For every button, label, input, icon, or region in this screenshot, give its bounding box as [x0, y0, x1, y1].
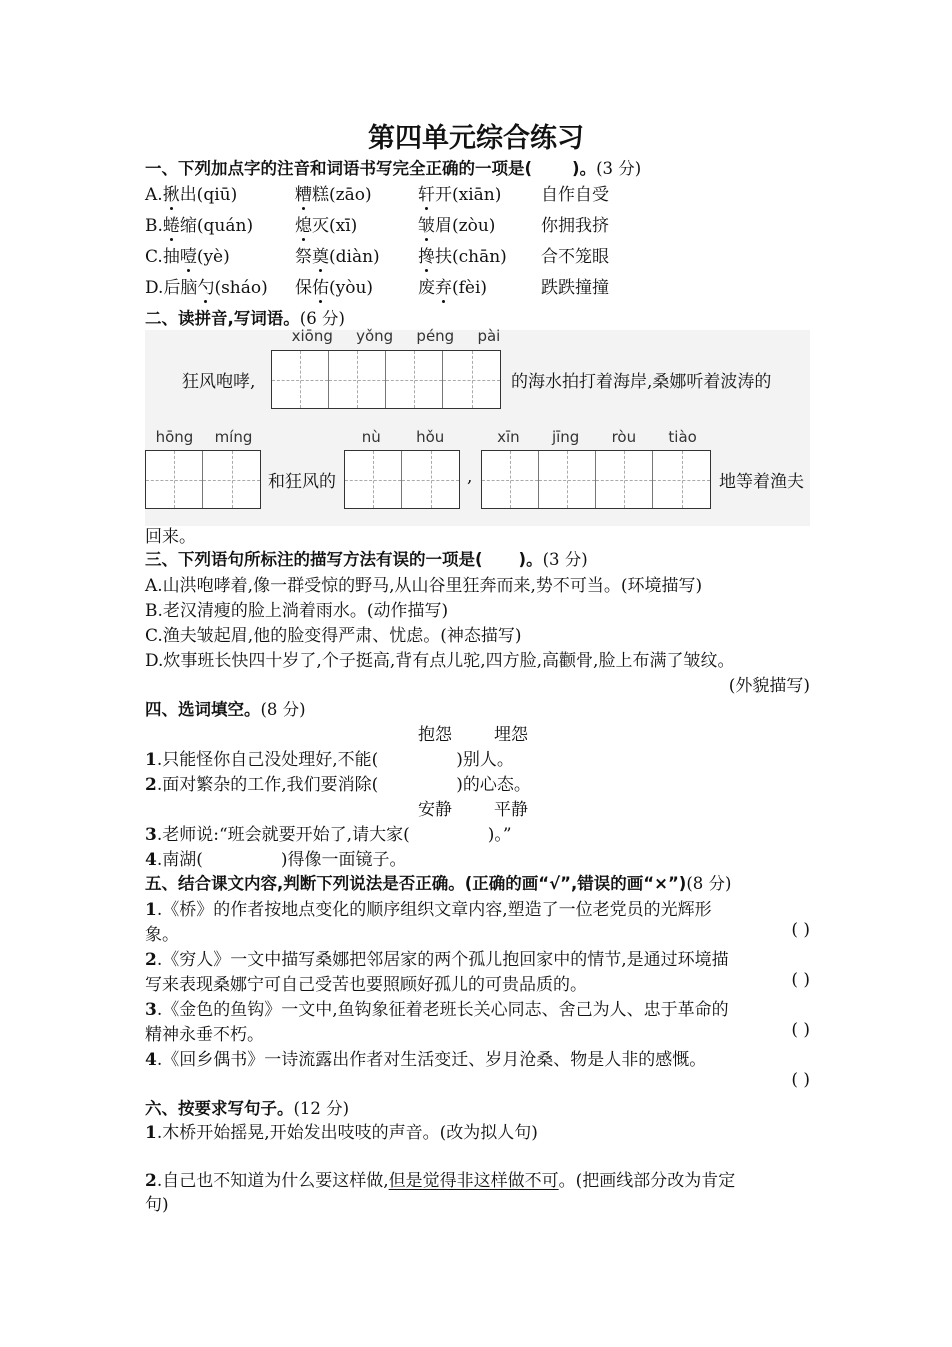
s1-option-word: 跌跌撞撞 [541, 278, 609, 298]
fill-text-1: 狂风咆哮, [182, 372, 256, 392]
pinyin-row-4: xīn jīng ròu tiào [497, 428, 697, 446]
s4-q2: 2.面对繁杂的工作,我们要消除( )的心态。 [145, 775, 531, 795]
s1-option-word: 自作自受 [541, 185, 609, 205]
fill-text-2: 的海水拍打着海岸,桑娜听着波涛的 [511, 372, 772, 392]
s5-q2-line1: 2.《穷人》一文中描写桑娜把邻居家的两个孤儿抱回家中的情节,是通过环境描 [145, 950, 729, 970]
s1-option-word: C.抽噎(yè) [145, 247, 230, 267]
s4-q1: 1.只能怪你自己没处理好,不能( )别人。 [145, 750, 514, 770]
s5-q2-answer[interactable]: ( ) [791, 970, 810, 990]
s4-q3: 3.老师说:“班会就要开始了,请大家( )。” [145, 825, 512, 845]
writing-grid-4[interactable] [481, 450, 711, 509]
word-options-1: 抱怨 埋怨 [418, 725, 528, 745]
pinyin-row-1: xiōng yǒng péng pài [291, 327, 501, 345]
s3-option-b: B.老汉清瘦的脸上淌着雨水。(动作描写) [145, 601, 449, 621]
s5-q3-line1: 3.《金色的鱼钩》一文中,鱼钩象征着老班长关心同志、舍己为人、忠于革命的 [145, 1000, 729, 1020]
s1-option-word: 废弃(fèi) [418, 278, 488, 298]
pinyin-row-3: nù hǒu [361, 428, 445, 446]
s5-q4-answer[interactable]: ( ) [791, 1070, 810, 1090]
s1-option-word: 糟糕(zāo) [295, 185, 372, 205]
s3-option-c: C.渔夫皱起眉,他的脸变得严肃、忧虑。(神态描写) [145, 626, 522, 646]
s3-option-d: D.炊事班长快四十岁了,个子挺高,背有点儿驼,四方脸,高颧骨,脸上布满了皱纹。 [145, 651, 735, 671]
s1-option-word: 保佑(yòu) [295, 278, 374, 298]
s1-option-word: A.揪出(qiū) [145, 185, 238, 205]
section-2-heading: 二、读拼音,写词语。(6 分) [145, 309, 345, 328]
section-5-heading: 五、结合课文内容,判断下列说法是否正确。(正确的画“√”,错误的画“×”)(8 分) [145, 874, 732, 893]
s4-q4: 4.南湖( )得像一面镜子。 [145, 850, 407, 870]
section-1-heading: 一、下列加点字的注音和词语书写完全正确的一项是( )。(3 分) [145, 159, 642, 178]
writing-grid-1[interactable] [271, 350, 501, 409]
s5-q1-line2: 象。 [145, 925, 179, 945]
s6-q2-line2: 句) [145, 1195, 169, 1215]
s5-q1-answer[interactable]: ( ) [791, 920, 810, 940]
s5-q3-line2: 精神永垂不朽。 [145, 1025, 264, 1045]
fill-text-5: 地等着渔夫 [719, 472, 804, 492]
underlined-phrase: 但是觉得非这样做不可 [388, 1171, 559, 1191]
writing-grid-2[interactable] [145, 450, 261, 509]
fill-text-3: 和狂风的 [268, 472, 336, 492]
s6-q1: 1.木桥开始摇晃,开始发出吱吱的声音。(改为拟人句) [145, 1123, 538, 1143]
page-title: 第四单元综合练习 [368, 123, 584, 154]
s5-q4-line1: 4.《回乡偶书》一诗流露出作者对生活变迁、岁月沧桑、物是人非的感慨。 [145, 1050, 707, 1070]
pinyin-row-2: hōng míng [155, 428, 253, 446]
s5-q1-line1: 1.《桥》的作者按地点变化的顺序组织文章内容,塑造了一位老党员的光辉形 [145, 900, 712, 920]
s1-option-word: 合不笼眼 [541, 247, 609, 267]
s1-option-word: 熄灭(xī) [295, 216, 358, 236]
word-options-2: 安静 平静 [418, 800, 528, 820]
s1-option-word: B.蜷缩(quán) [145, 216, 254, 236]
s5-q2-line2: 写来表现桑娜宁可自己受苦也要照顾好孤儿的可贵品质的。 [145, 975, 587, 995]
s1-option-word: 皱眉(zòu) [418, 216, 496, 236]
s1-option-word: 轩开(xiān) [418, 185, 502, 205]
s6-q2-line1: 2.自己也不知道为什么要这样做,但是觉得非这样做不可。(把画线部分改为肯定 [145, 1171, 736, 1191]
writing-grid-3[interactable] [344, 450, 460, 509]
section-6-heading: 六、按要求写句子。(12 分) [145, 1099, 350, 1118]
fill-text-4: , [467, 467, 473, 487]
s1-option-word: 搀扶(chān) [418, 247, 507, 267]
section-4-heading: 四、选词填空。(8 分) [145, 700, 306, 719]
s1-option-word: 祭奠(diàn) [295, 247, 380, 267]
s3-option-a: A.山洪咆哮着,像一群受惊的野马,从山谷里狂奔而来,势不可当。(环境描写) [145, 576, 703, 596]
section-3-heading: 三、下列语句所标注的描写方法有误的一项是( )。(3 分) [145, 550, 588, 569]
s3-option-d-tail: (外貌描写) [728, 676, 810, 696]
fill-text-6: 回来。 [145, 527, 196, 547]
s1-option-word: D.后脑勺(sháo) [145, 278, 268, 298]
s1-option-word: 你拥我挤 [541, 216, 609, 236]
s5-q3-answer[interactable]: ( ) [791, 1020, 810, 1040]
